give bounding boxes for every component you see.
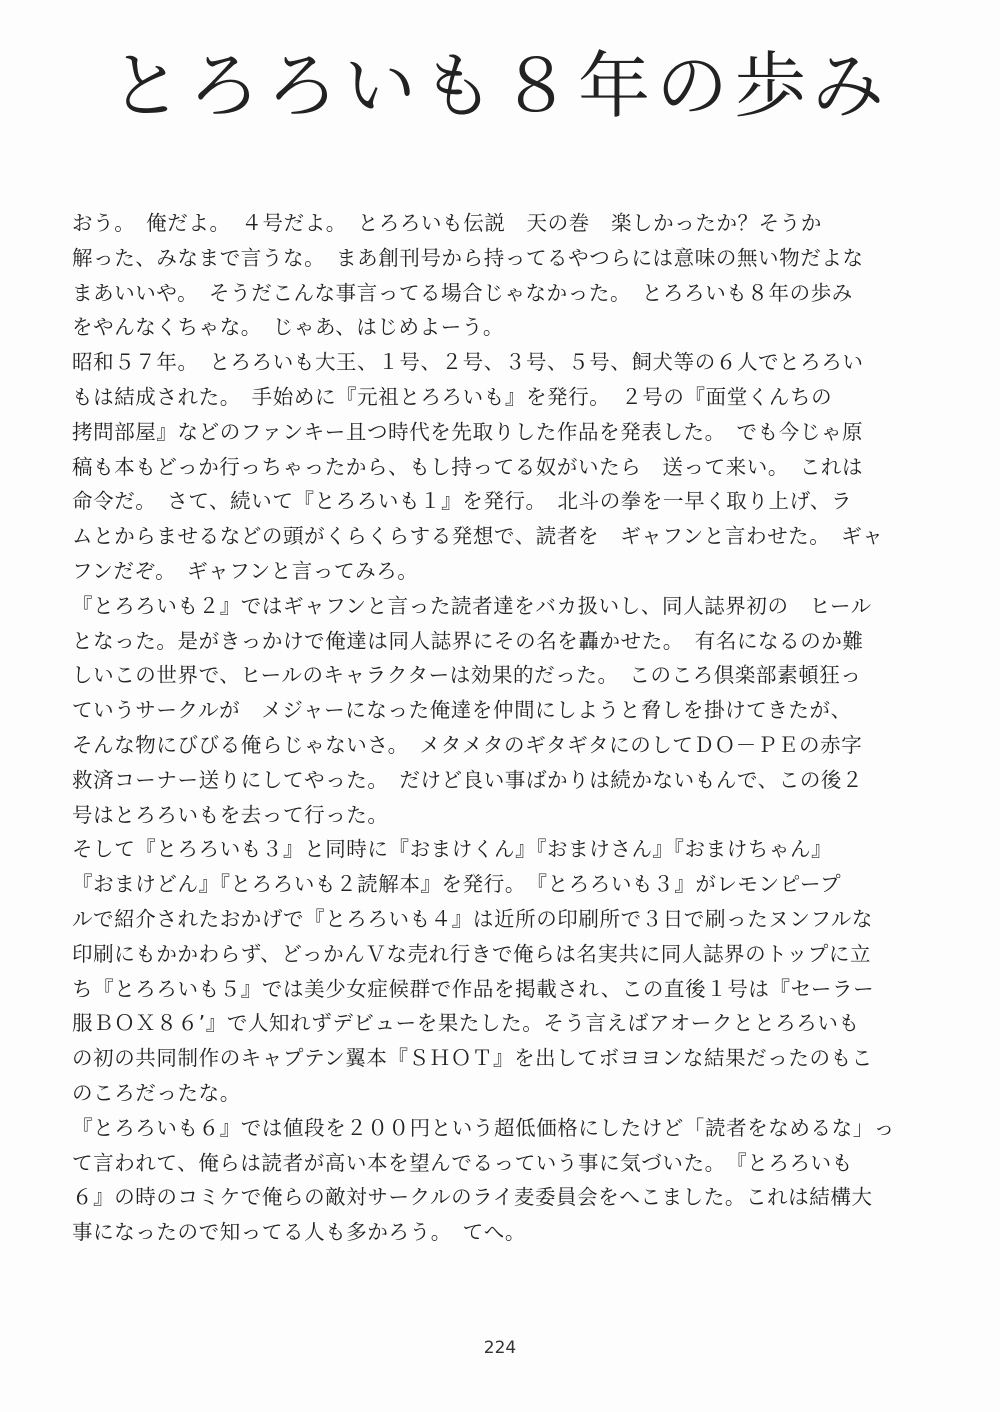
text-line: しいこの世界で、ヒールのキャラクターは効果的だった。 このころ倶楽部素頓狂っ (72, 663, 862, 688)
text-line: 稿も本もどっか行っちゃったから、もし持ってる奴がいたら 送って来い。 これは (72, 454, 864, 479)
body-text (72, 206, 932, 1250)
text-line: 命令だ。 さて、続いて『とろろいも１』を発行。 北斗の拳を一早く取り上げ、ラ (72, 489, 853, 514)
text-line: 服ＢＯＸ８６’』で人知れずデビューを果たした。そう言えばアオークととろろいも (72, 1011, 860, 1036)
text-line: まあいいや。 そうだこんな事言ってる場合じゃなかった。 とろろいも８年の歩み (72, 280, 853, 305)
text-line: 昭和５７年。 とろろいも大王、１号、２号、３号、５号、飼犬等の６人でとろろい (72, 350, 864, 375)
page-title: とろろいも８年の歩み (109, 44, 890, 128)
text-line: をやんなくちゃな。 じゃあ、はじめよーう。 (72, 315, 505, 340)
text-line: 解った、みなまで言うな。 まあ創刊号から持ってるやつらには意味の無い物だよな (72, 245, 864, 270)
text-line: そんな物にびびる俺らじゃないさ。 メタメタのギタギタにのしてＤＯ－ＰＥの赤字 (72, 732, 863, 757)
text-line: 『とろろいも２』ではギャフンと言った読者達をバカ扱いし、同人誌界初の ヒール (72, 593, 872, 618)
text-line: ムとからませるなどの頭がくらくらする発想で、読者を ギャフンと言わせた。 ギャ (72, 524, 884, 549)
text-line: おう。 俺だよ。 ４号だよ。 とろろいも伝説 天の巻 楽しかったか？そうか (72, 211, 822, 235)
text-line: となった。是がきっかけで俺達は同人誌界にその名を轟かせた。 有名になるのか難 (72, 628, 864, 653)
page-number: 224 (483, 1338, 517, 1358)
text-line: ルで紹介されたおかげで『とろろいも４』は近所の印刷所で３日で刷ったヌンフルな (72, 906, 873, 931)
text-line: もは結成された。 手始めに『元祖とろろいも』を発行。 ２号の『面堂くんちの (72, 384, 833, 409)
text-line: ６』の時のコミケで俺らの敵対サークルのライ麦委員会をへこました。これは結構大 (72, 1185, 873, 1210)
text-line: 号はとろろいもを去って行った。 (72, 802, 389, 827)
text-line: 事になったので知ってる人も多かろう。 てへ。 (72, 1220, 526, 1245)
text-line: のころだったな。 (72, 1080, 241, 1105)
text-line: 『おまけどん』『とろろいも２読解本』を発行。 『とろろいも３』がレモンピープ (72, 872, 842, 897)
text-line: 拷問部屋』などのファンキー且つ時代を先取りした作品を発表した。 でも今じゃ原 (72, 419, 864, 444)
text-line: 印刷にもかかわらず、どっかんＶな売れ行きで俺らは名実共に同人誌界のトップに立 (72, 941, 872, 966)
text-line: て言われて、俺らは読者が高い本を望んでるっていう事に気づいた。 『とろろいも (72, 1150, 853, 1175)
text-line: の初の共同制作のキャプテン翼本『ＳＨＯＴ』を出してボヨヨンな結果だったのもこ (72, 1046, 873, 1071)
text-line: ていうサークルが メジャーになった俺達を仲間にしようと脅しを掛けてきたが、 (72, 698, 852, 723)
text-line: フンだぞ。 ギャフンと言ってみろ。 (72, 558, 419, 583)
text-line: そして『とろろいも３』と同時に『おまけくん』『おまけさん』『おまけちゃん』 (72, 837, 833, 862)
text-line: 救済コーナー送りにしてやった。 だけど良い事ばかりは続かないもんで、この後２ (72, 767, 864, 792)
text-line: ち『とろろいも５』では美少女症候群で作品を掲載され、この直後１号は『セーラー (72, 976, 875, 1001)
text-line: 『とろろいも６』では値段を２００円という超低価格にしたけど「読者をなめるな」っ (72, 1115, 895, 1140)
